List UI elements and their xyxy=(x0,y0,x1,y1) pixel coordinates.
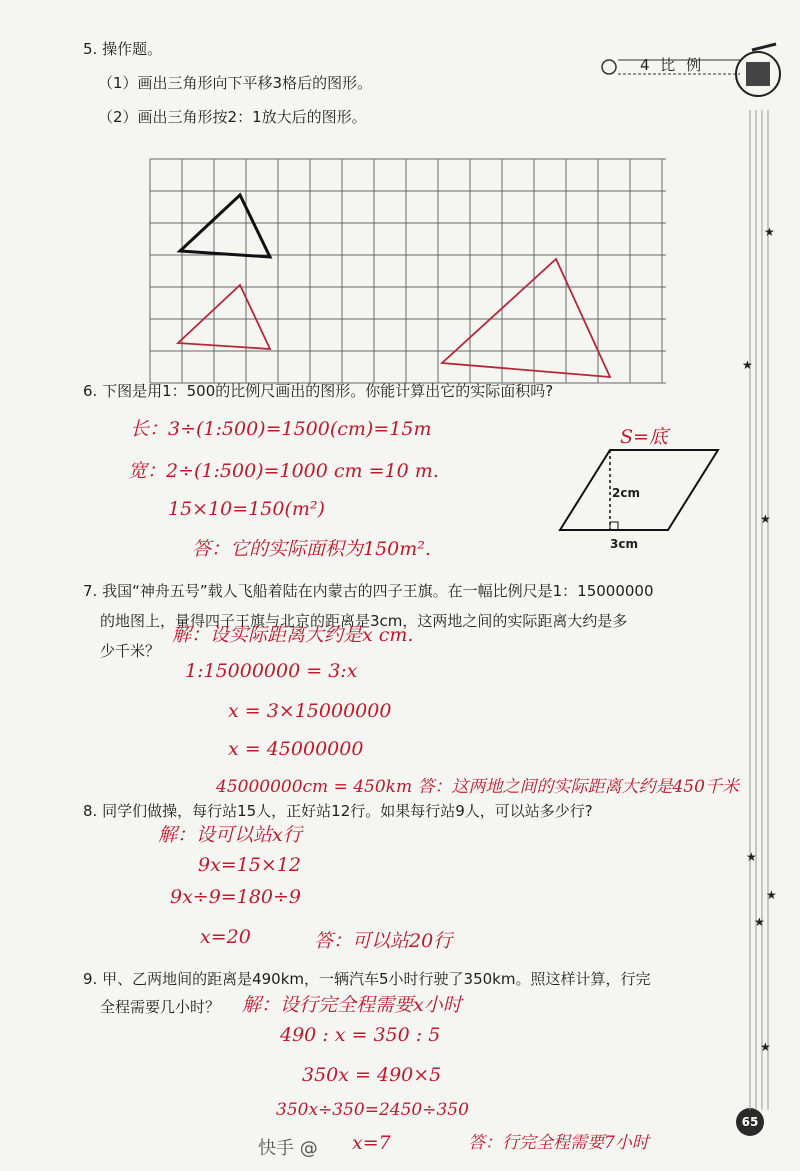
q9-hw-line2: 490 : x = 350 : 5 xyxy=(280,1024,441,1046)
star-icon: ★ xyxy=(754,915,765,929)
q6-hw-line2: 宽：2÷(1:500)=1000 cm =10 m. xyxy=(128,460,439,482)
q5-subquestion-1: （1）画出三角形向下平移3格后的图形。 xyxy=(98,74,373,92)
margin-decoration xyxy=(740,100,798,1124)
star-icon: ★ xyxy=(766,888,777,902)
q7-line1: 7. 我国“神舟五号”载人飞船着陆在内蒙古的四子王旗。在一幅比例尺是1：15000000 xyxy=(83,582,654,600)
star-icon: ★ xyxy=(746,850,757,864)
q6-hw-note: S=底 xyxy=(620,426,668,448)
q8-text: 8. 同学们做操，每行站15人，正好站12行。如果每行站9人，可以站多少行? xyxy=(83,802,593,820)
q9-hw-line4: 350x÷350=2450÷350 xyxy=(276,1100,469,1120)
base-label: 3cm xyxy=(610,537,638,551)
parallelogram-figure xyxy=(550,440,730,554)
chapter-header xyxy=(600,48,750,88)
q9-hw-line5: x=7 xyxy=(352,1132,391,1154)
q6-hw-line1: 长：3÷(1:500)=1500(cm)=15m xyxy=(130,418,432,440)
q7-hw-line2: 1:15000000 = 3:x xyxy=(185,660,358,682)
q7-hw-line3: x = 3×15000000 xyxy=(228,700,392,722)
q9-line1: 9. 甲、乙两地间的距离是490km，一辆汽车5小时行驶了350km。照这样计算，行完 xyxy=(83,970,651,988)
star-icon: ★ xyxy=(764,225,775,239)
q8-hw-line3: 9x÷9=180÷9 xyxy=(170,886,302,908)
grid-figure xyxy=(148,157,668,387)
grid-lines xyxy=(150,159,666,383)
q6-hw-line4: 答：它的实际面积为150m². xyxy=(192,538,431,560)
q5-subquestion-2: （2）画出三角形按2：1放大后的图形。 xyxy=(98,108,367,126)
q9-hw-line6: 答：行完全程需要7小时 xyxy=(468,1133,649,1153)
q6-text: 6. 下图是用1：500的比例尺画出的图形。你能计算出它的实际面积吗? xyxy=(83,382,554,400)
star-icon: ★ xyxy=(760,512,771,526)
translated-triangle xyxy=(178,285,270,349)
q5-grid xyxy=(148,157,668,391)
q8-hw-line4: x=20 xyxy=(200,926,251,948)
star-icon: ★ xyxy=(760,1040,771,1054)
q6-hw-line3: 15×10=150(m²) xyxy=(168,498,325,520)
q8-hw-line5: 答：可以站20行 xyxy=(314,930,453,952)
star-icon: ★ xyxy=(742,358,753,372)
q7-line2: 的地图上，量得四子王旗与北京的距离是3cm，这两地之间的实际距离大约是多 xyxy=(100,612,628,630)
q9-line2: 全程需要几小时？ xyxy=(100,998,221,1016)
original-triangle xyxy=(180,195,270,257)
q7-hw-line1: 解：设实际距离大约是x cm. xyxy=(172,624,414,646)
watermark: 快手 @ xyxy=(258,1138,318,1159)
q8-hw-line1: 解：设可以站x行 xyxy=(158,824,302,846)
q7-hw-line5: 45000000cm = 450km 答：这两地之间的实际距离大约是450千米 xyxy=(216,777,739,797)
page-number: 65 xyxy=(736,1108,764,1136)
chapter-title: 4 比 例 xyxy=(640,56,705,74)
q5-title: 5. 操作题。 xyxy=(83,40,163,58)
q8-hw-line2: 9x=15×12 xyxy=(198,854,301,876)
q9-hw-line3: 350x = 490×5 xyxy=(302,1064,442,1086)
q7-line3: 少千米？ xyxy=(100,642,161,660)
mascot-icon xyxy=(730,42,788,108)
height-label: 2cm xyxy=(612,486,640,500)
enlarged-triangle xyxy=(442,259,610,377)
q9-hw-line1: 解：设行完全程需要x小时 xyxy=(242,994,462,1016)
q7-hw-line4: x = 45000000 xyxy=(228,738,364,760)
